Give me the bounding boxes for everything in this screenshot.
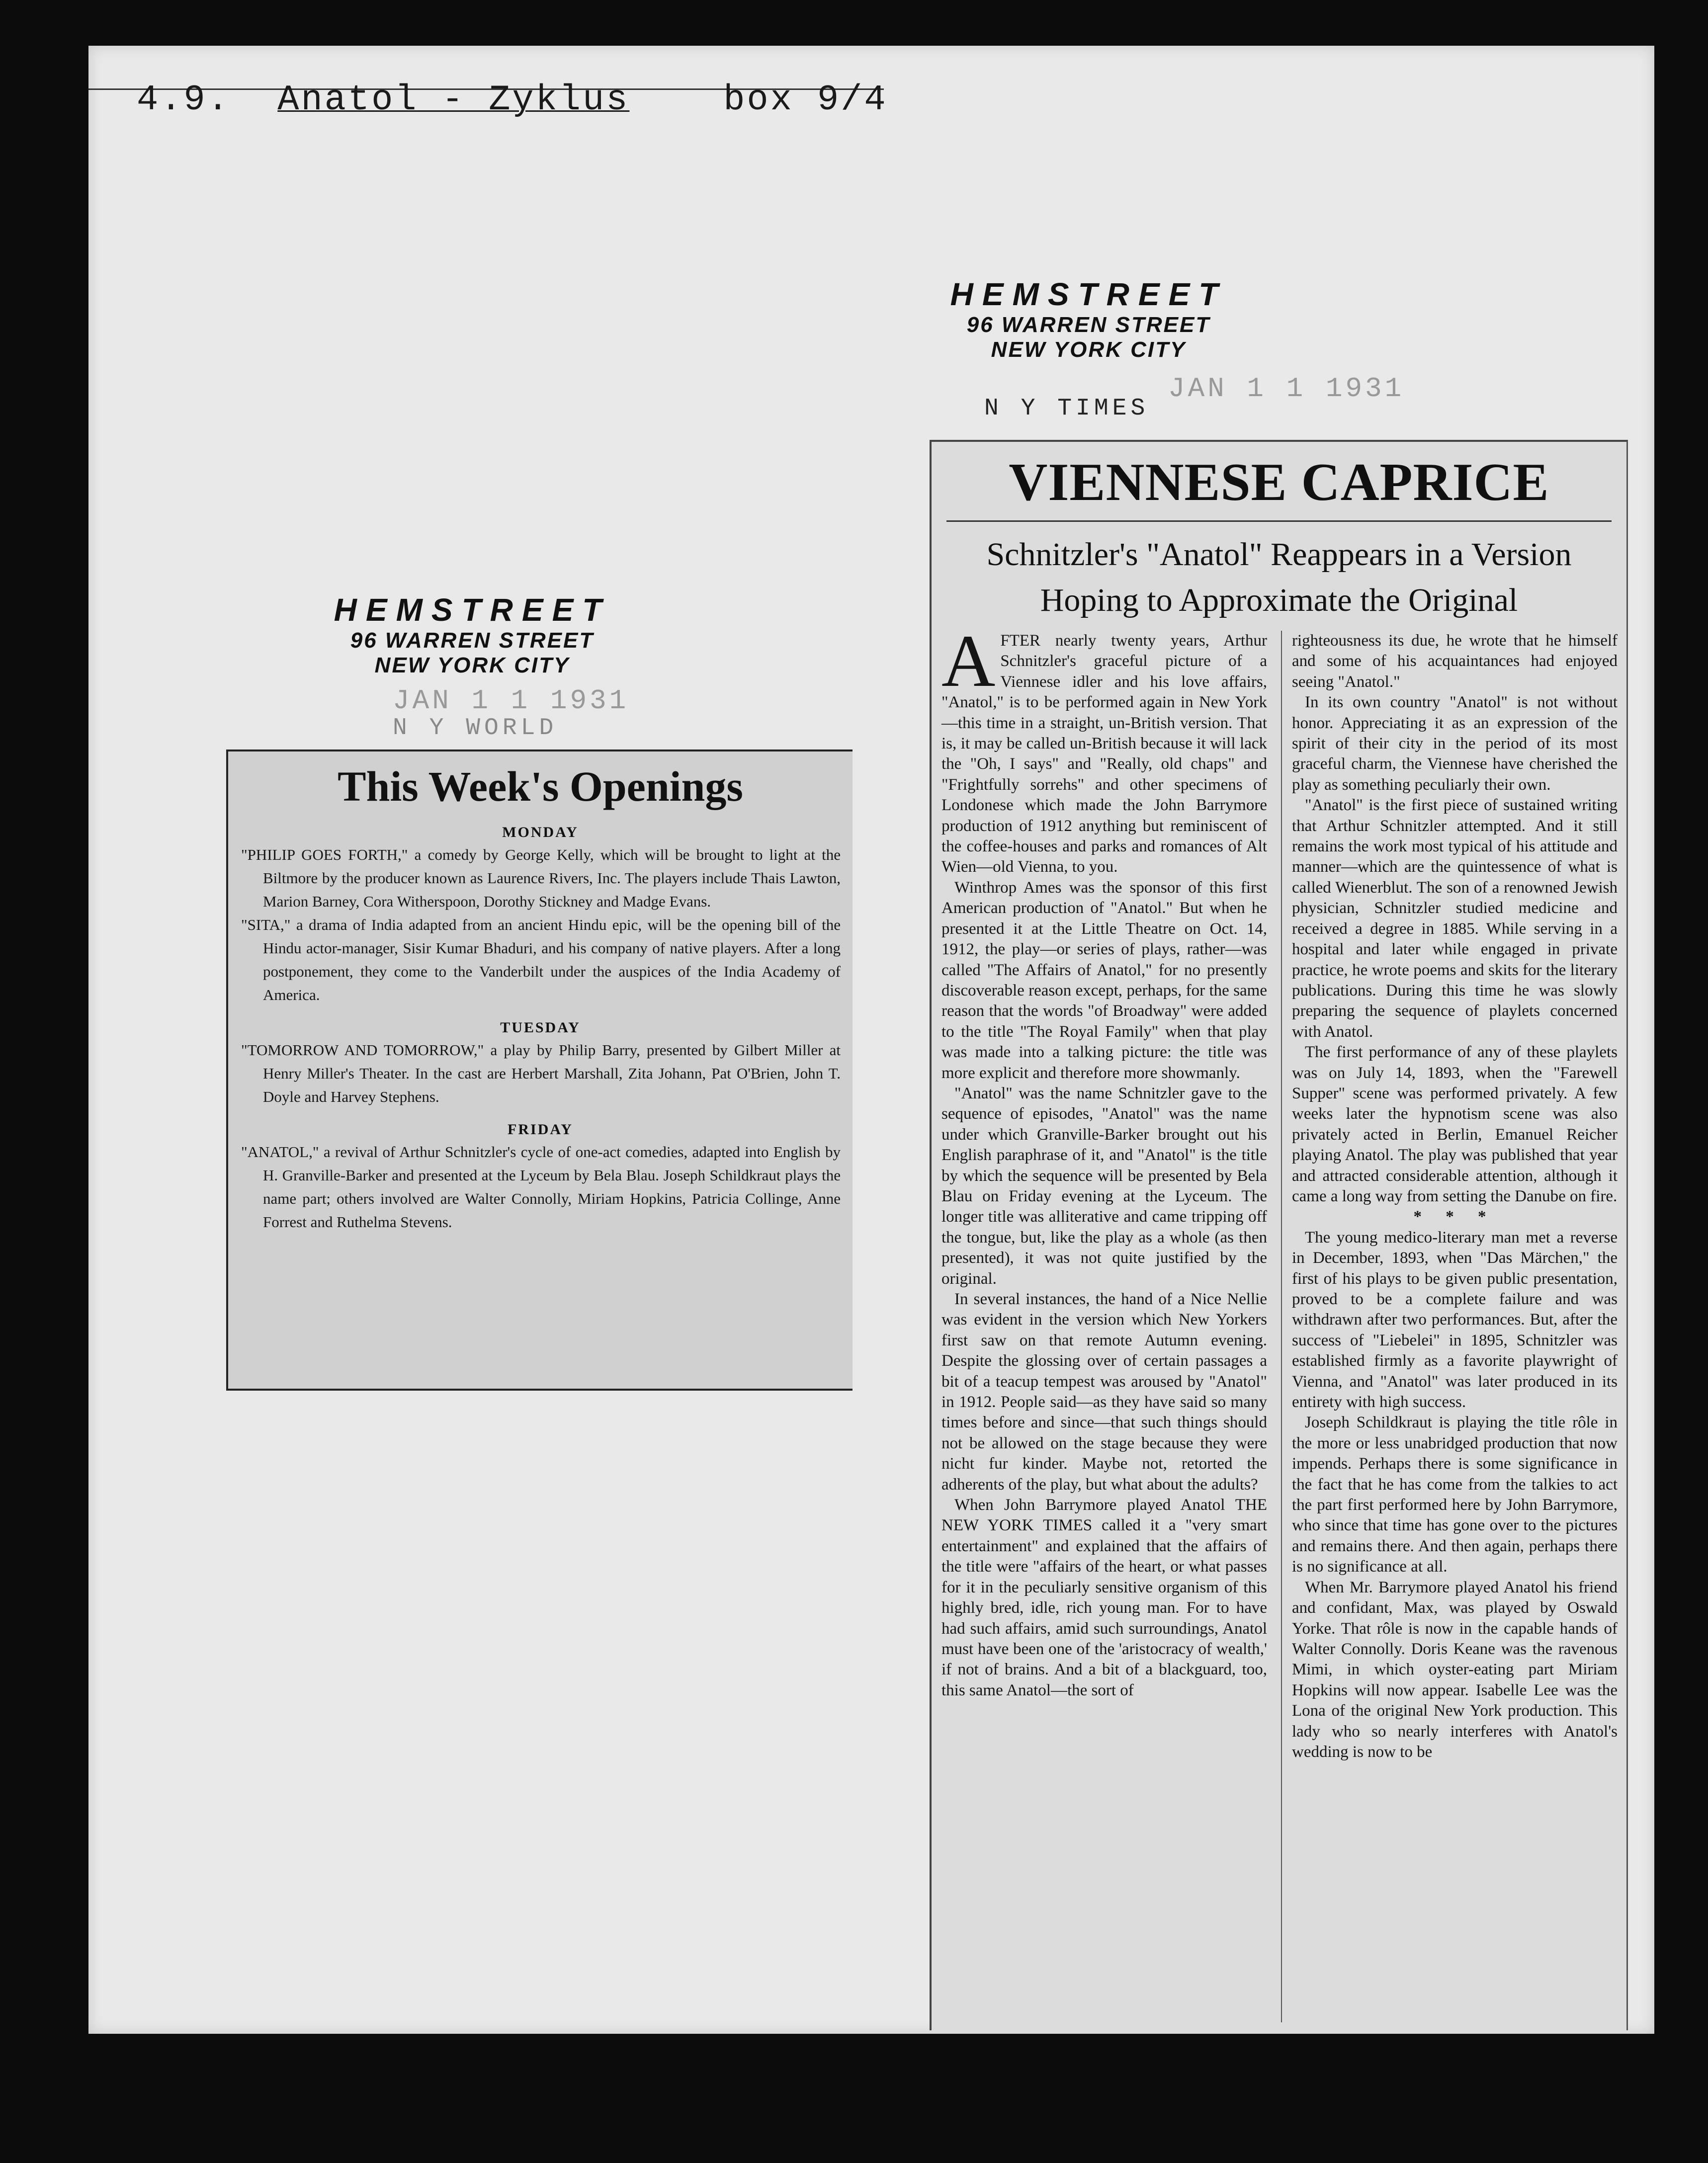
stamp-agency: HEMSTREET bbox=[950, 276, 1227, 312]
column-divider bbox=[1281, 631, 1282, 2022]
openings-headline: This Week's Openings bbox=[338, 762, 743, 810]
stamp-agency: HEMSTREET bbox=[334, 592, 611, 628]
article-paragraph: Joseph Schildkraut is playing the title rôle in the more or less unabridged production that now impends. Perhaps there is some significance in the fact that he has come from the talkies to act the part first performed here by John Barrymore, who since that time has gone over to the pictures and remains there. And then again, perhaps there is no significance at all. bbox=[1292, 1414, 1618, 1576]
section-separator: * * * bbox=[1413, 1208, 1496, 1226]
archive-number: 4.9. bbox=[137, 80, 231, 120]
article-subhead: Schnitzler's "Anatol" Reappears in a Version Hoping to Approximate the Original bbox=[986, 536, 1572, 618]
date-stamp-right: JAN 1 1 1931 bbox=[1168, 373, 1405, 405]
article-paragraph: The young medico-literary man met a reverse in December, 1893, when "Das Märchen," the first of his plays to be given public presentation, proved to be a complete failure and was withdrawn after two performances. But, after the success of "Liebelei" in 1895, Schnitzler was established firmly as a favorite playwright of Vienna, and "Anatol" was later produced in its entirety with high success. bbox=[1292, 1228, 1618, 1412]
archive-title: Anatol - Zyklus bbox=[277, 80, 630, 120]
article-paragraph: When John Barrymore played Anatol THE NEW YORK TIMES called it a "very smart entertainment" and explained that the affairs of the title were "affairs of the heart, or what passes for it in the peculiarly sensitive organism of this highly bred, idle, rich young man. For to have had such affairs, amid such surroundings, Anatol must have been one of the 'aristocracy of wealth,' if not of brains. And a bit of a blackguard, too, this same Anatol—the sort of bbox=[941, 1496, 1267, 1699]
day-heading: MONDAY bbox=[502, 824, 579, 840]
paper-label-right: N Y TIMES bbox=[984, 395, 1149, 422]
drop-cap: A bbox=[941, 620, 996, 702]
openings-clipping bbox=[226, 749, 853, 1391]
article-clipping bbox=[930, 440, 1628, 2030]
day-heading: TUESDAY bbox=[500, 1019, 581, 1036]
headline-rule bbox=[946, 520, 1612, 522]
clipping-stamp-right bbox=[935, 276, 1243, 362]
day-heading: FRIDAY bbox=[508, 1121, 573, 1138]
article-column-1 bbox=[941, 620, 1267, 1701]
paper-label-left: N Y WORLD bbox=[393, 715, 558, 742]
stamp-street: 96 WARREN STREET bbox=[350, 628, 595, 653]
opening-item: "PHILIP GOES FORTH," a comedy by George Kelly, which will be brought to light at the Biltmore by the producer known as Laurence Rivers, Inc. The players include Thais Lawton, Marion Barney, Cora Witherspoon, Dorothy Stickney and Madge Evans. bbox=[241, 846, 841, 910]
article-paragraph: In several instances, the hand of a Nice Nellie was evident in the version which New Yorkers first saw on that remote Autumn evening. Despite the glossing over of certain passages a bit of a teacup tempest was aroused by "Anatol" in 1912. People said—as they have said so many times before and since—that such things should not be allowed on the stage because they were nicht fur kinder. Maybe not, retorted the adherents of the play, but what about the adults? bbox=[941, 1290, 1267, 1494]
date-stamp-left: JAN 1 1 1931 bbox=[393, 685, 629, 717]
stamp-city: NEW YORK CITY bbox=[991, 337, 1187, 362]
stamp-street: 96 WARREN STREET bbox=[966, 313, 1211, 337]
article-column-2 bbox=[1292, 631, 1618, 1762]
archive-label bbox=[137, 80, 888, 120]
opening-item: "TOMORROW AND TOMORROW," a play by Philip Barry, presented by Gilbert Miller at Henry Miller's Theater. In the cast are Herbert Marshall, Zita Johann, Pat O'Brien, John T. Doyle and Harvey Stephens. bbox=[241, 1041, 841, 1105]
article-paragraph: righteousness its due, he wrote that he himself and some of his acquaintances had enjoyed seeing "Anatol." bbox=[1292, 632, 1618, 691]
article-headline: VIENNESE CAPRICE bbox=[1009, 453, 1549, 512]
article-paragraph: When Mr. Barrymore played Anatol his friend and confidant, Max, was played by Oswald Yorke. That rôle is now in the capable hands of Walter Connolly. Doris Keane was the ravenous Mimi, in which oyster-eating part Miriam Hopkins will now appear. Isabelle Lee was the Lona of the original New York production. This lady who so nearly interferes with Anatol's wedding is now to be bbox=[1292, 1578, 1618, 1761]
article-paragraph: Winthrop Ames was the sponsor of this first American production of "Anatol." But when he presented it at the Little Theatre on Oct. 14, 1912, the play—or series of plays, rather—was called "The Affairs of Anatol," for no presently discoverable reason except, perhaps, for the same reason that the words "of Broadway" were added to the title "The Royal Family" when that play was made into a talking picture: the title was more explicit and therefore more showmanly. bbox=[941, 878, 1267, 1082]
stamp-city: NEW YORK CITY bbox=[374, 653, 570, 677]
article-paragraph: The first performance of any of these playlets was on July 14, 1893, when the "Farewell Supper" scene was performed privately. A few weeks later the hypnotism scene was also privately acted in Berlin, Emanuel Reicher playing Anatol. The play was published that year and attracted considerable attention, although it came a long way from setting the Danube on fire. bbox=[1292, 1043, 1618, 1205]
clipping-stamp-left bbox=[318, 591, 626, 678]
archive-box: box 9/4 bbox=[723, 80, 888, 120]
article-paragraph: In its own country "Anatol" is not without honor. Appreciating it as an expression of the spirit of their city in the period of its most graceful charm, the Viennese have cherished the play as something peculiarly their own. bbox=[1292, 693, 1618, 794]
opening-item: "ANATOL," a revival of Arthur Schnitzler's cycle of one-act comedies, adapted into English by H. Granville-Barker and presented at the Lyceum by Bela Blau. Joseph Schildkraut plays the name part; others involved are Walter Connolly, Miriam Hopkins, Patricia Collinge, Anne Forrest and Ruthelma Stevens. bbox=[241, 1143, 841, 1231]
opening-item: "SITA," a drama of India adapted from an ancient Hindu epic, will be the opening bill of the Hindu actor-manager, Sisir Kumar Bhaduri, and his company of native players. After a long postponement, they come to the Vanderbilt under the auspices of the India Academy of America. bbox=[241, 916, 841, 1003]
article-paragraph: AFTER nearly twenty years, Arthur Schnitzler's graceful picture of a Viennese idler and his love affairs, "Anatol," is to be performed again in New York—this time in a straight, un-British version. That is, it may be called un-British because it will lack the "Oh, I says" and "Really, old chaps" and "Frightfully sorrehs" and other specimens of Londonese which made the John Barrymore production of 1912 anything but reminiscent of the coffee-houses and parks and romances of Alt Wien—old Vienna, to you. bbox=[941, 620, 1267, 876]
article-paragraph: "Anatol" was the name Schnitzler gave to the sequence of episodes, "Anatol" was the name under which Granville-Barker brought out his English paraphrase of it, and "Anatol" is the title by which the sequence will be presented by Bela Blau on Friday evening at the Lyceum. The longer title was alliterative and came tripping off the tongue, but, like the play as a whole (as then presented), it was not quite justified by the original. bbox=[941, 1084, 1267, 1288]
article-paragraph: "Anatol" is the first piece of sustained writing that Arthur Schnitzler attempted. And it still remains the work most typical of his attitude and manner—which are the quintessence of what is called Wienerblut. The son of a renowned Jewish physician, Schnitzler studied medicine and received a degree in 1885. While serving in a hospital and later while engaged in private practice, he wrote poems and skits for the literary publications. During this time he was slowly preparing the sequence of playlets concerned with Anatol. bbox=[1292, 796, 1618, 1041]
